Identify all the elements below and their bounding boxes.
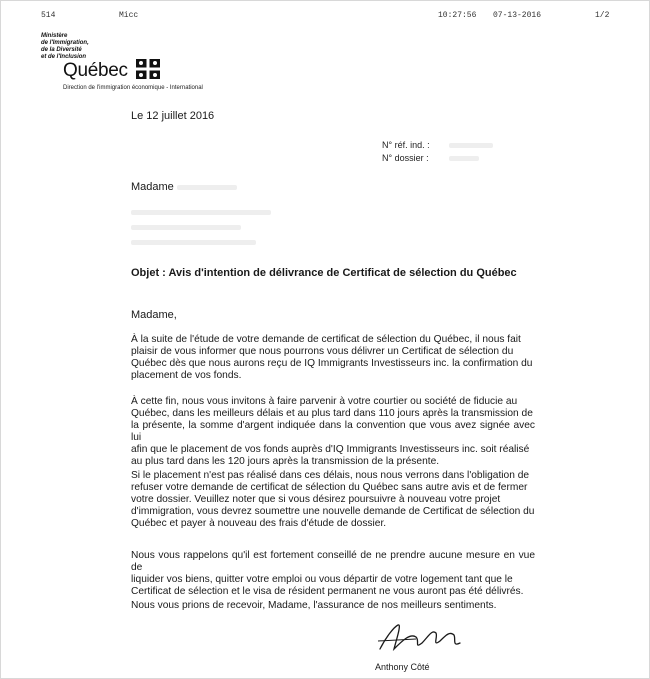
redacted-address-line: [131, 225, 241, 230]
redacted-recipient-name: [177, 185, 237, 190]
paragraph-line: Nous vous rappelons qu'il est fortement conseillé de ne prendre aucune mesure en vue de: [131, 550, 535, 573]
letter-subject: Objet : Avis d'intention de délivrance de Certificat de sélection du Québec: [131, 267, 517, 279]
closing-paragraph: [131, 600, 535, 612]
paragraph-line: Québec dès que nous aurons reçu de IQ Immigrants Investisseurs inc. la confirmation du: [131, 358, 533, 369]
paragraph-line: d'immigration, vous devrez soumettre une nouvelle demande de Certificat de sélection du: [131, 506, 535, 517]
ministry-line: et de l'Inclusion: [41, 54, 87, 60]
fax-date: 07-13-2016: [493, 11, 542, 20]
paragraph-line: Québec, dans les meilleurs délais et au plus tard dans 110 jours après la transmission de: [131, 408, 533, 419]
paragraph-line: plaisir de vous informer que nous pourrons vous délivrer un Certificat de sélection du: [131, 346, 514, 357]
ministry-name: [41, 33, 89, 61]
body-paragraph: [131, 550, 535, 598]
body-paragraph: [131, 334, 535, 382]
paragraph-line: afin que le placement de vos fonds auprès d'IQ Immigrants Investisseurs inc. soit réalisé: [131, 444, 530, 455]
ministry-line: de l'Immigration,: [41, 40, 89, 46]
redacted-reference: [449, 143, 493, 148]
fax-time: 10:27:56: [438, 11, 477, 20]
salutation: Madame,: [131, 309, 177, 321]
paragraph-line: refuser votre demande de certificat de sélection du Québec sans autre avis et de fermer: [131, 482, 528, 493]
redacted-address-line: [131, 240, 256, 245]
paragraph-line: votre dossier. Veuillez noter que si vous désirez poursuivre à nouveau votre projet: [131, 494, 501, 505]
paragraph-line: Certificat de sélection et le visa de résident permanent ne vous auront pas été délivrés.: [131, 586, 524, 597]
quebec-wordmark: Québec: [63, 60, 128, 81]
fax-page-code: 514: [41, 11, 56, 20]
paragraph-line: au plus tard dans les 120 jours après la transmission de la présente.: [131, 456, 440, 467]
ministry-line: de la Diversité: [41, 47, 82, 53]
dossier-label: N° dossier :: [382, 153, 429, 163]
paragraph-line: À la suite de l'étude de votre demande de certificat de sélection du Québec, il nous fait: [131, 334, 521, 345]
handwritten-signature: [376, 619, 466, 657]
paragraph-line: Si le placement n'est pas réalisé dans ces délais, nous nous verrons dans l'obligation de: [131, 470, 530, 481]
redacted-address-line: [131, 210, 271, 215]
quebec-flag-icon: [136, 59, 160, 79]
paragraph-line: À cette fin, nous vous invitons à faire parvenir à votre courtier ou société de fiducie au: [131, 396, 518, 407]
body-paragraph: [131, 470, 535, 530]
fax-page-number: 1/2: [595, 11, 610, 20]
ministry-line: Ministère: [41, 33, 68, 39]
paragraph-line: Nous vous prions de recevoir, Madame, l'assurance de nos meilleurs sentiments.: [131, 600, 497, 611]
fax-sender: Micc: [119, 11, 139, 20]
reference-label: N° réf. ind. :: [382, 140, 430, 150]
paragraph-line: liquider vos biens, quitter votre emploi ou vous départir de votre logement tant que le: [131, 574, 513, 585]
signatory-name: Anthony Côté: [375, 662, 430, 672]
redacted-dossier: [449, 156, 479, 161]
paragraph-line: placement de vos fonds.: [131, 370, 242, 381]
recipient-name: Madame: [131, 181, 174, 193]
body-paragraph: [131, 396, 535, 468]
paragraph-line: la présente, la somme d'argent indiquée dans la convention que vous avez signée avec lui: [131, 420, 535, 443]
direction-name: Direction de l'immigration économique - International: [63, 85, 203, 91]
letter-date: Le 12 juillet 2016: [131, 110, 215, 122]
paragraph-line: Québec et payer à nouveau des frais d'étude de dossier.: [131, 518, 387, 529]
